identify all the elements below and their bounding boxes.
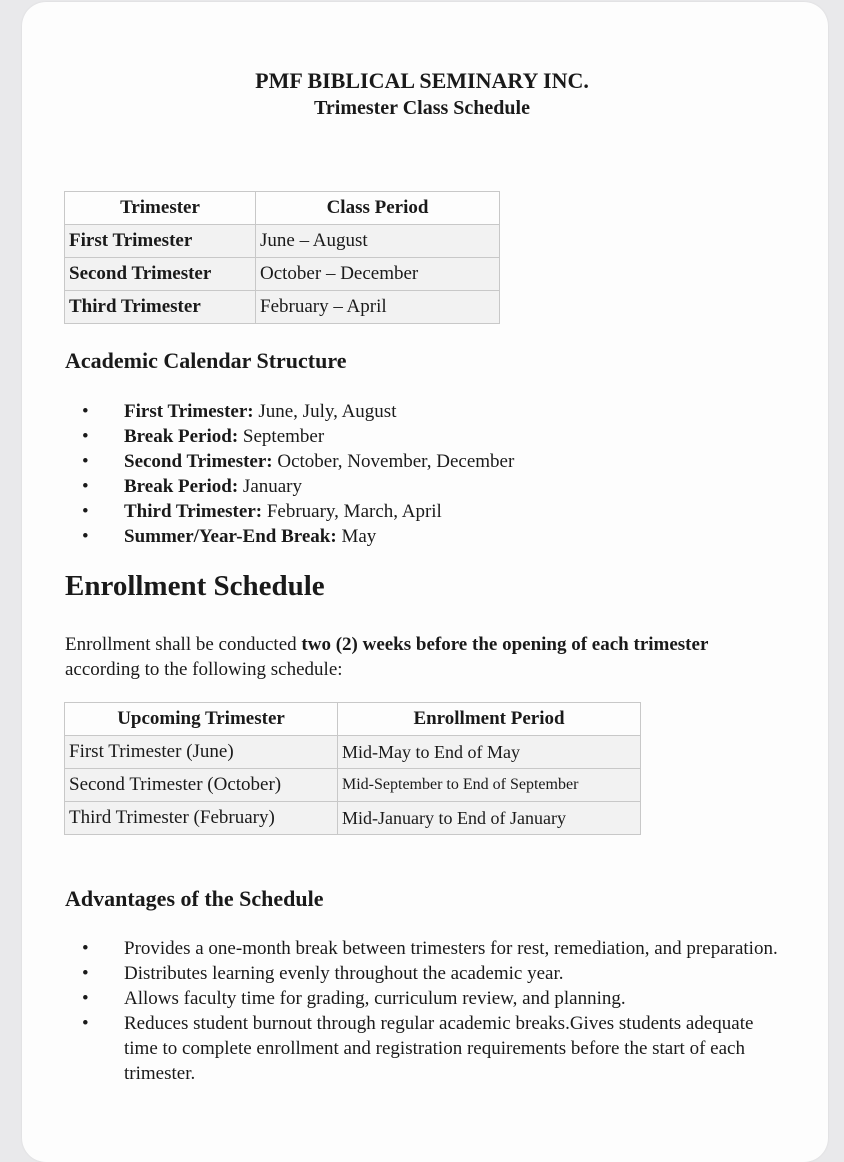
table-cell: February – April	[256, 291, 500, 324]
list-item-value: February, March, April	[262, 501, 442, 522]
table-header-row	[65, 703, 641, 736]
list-item	[0, 524, 600, 549]
table-cell: First Trimester	[65, 225, 256, 258]
table-header-row	[65, 192, 500, 225]
table-row	[65, 258, 500, 291]
enrollment-schedule-table	[64, 702, 641, 835]
list-item-label: First Trimester:	[124, 401, 254, 422]
column-header: Trimester	[65, 192, 256, 225]
list-item-value: June, July, August	[253, 401, 397, 422]
list-item-value: October, November, December	[272, 451, 515, 472]
column-header: Enrollment Period	[338, 703, 641, 736]
list-item: • Distributes learning evenly throughout the academic year.	[0, 961, 810, 986]
table-cell: Second Trimester (October)	[65, 769, 338, 802]
table-row	[65, 736, 641, 769]
section-heading-advantages: Advantages of the Schedule	[65, 886, 324, 911]
list-item-label: Second Trimester:	[124, 451, 273, 472]
table-cell: October – December	[256, 258, 500, 291]
table-cell: Second Trimester	[65, 258, 256, 291]
academic-calendar-list	[0, 399, 600, 549]
list-item-label: Summer/Year-End Break:	[124, 526, 337, 547]
table-row	[65, 225, 500, 258]
list-item-label: Break Period:	[124, 476, 239, 497]
document-subtitle: Trimester Class Schedule	[314, 97, 530, 119]
table-cell: First Trimester (June)	[65, 736, 338, 769]
list-item	[0, 449, 600, 474]
list-item-label: Break Period:	[124, 426, 239, 447]
table-cell: Third Trimester	[65, 291, 256, 324]
table-row	[65, 291, 500, 324]
table-cell: Mid-May to End of May	[338, 736, 641, 769]
table-row	[65, 769, 641, 802]
list-item-value: May	[336, 526, 377, 547]
list-item: • Allows faculty time for grading, curriculum review, and planning.	[0, 986, 810, 1011]
list-item	[0, 499, 600, 524]
list-item	[0, 424, 600, 449]
list-item-label: Third Trimester:	[124, 501, 263, 522]
list-item	[0, 399, 600, 424]
intro-text: Enrollment shall be conducted	[65, 634, 302, 655]
table-cell: Mid-January to End of January	[338, 802, 641, 835]
list-item: • Provides a one-month break between trimesters for rest, remediation, and preparation.	[0, 936, 810, 961]
class-schedule-table	[64, 191, 500, 324]
list-item-value: September	[238, 426, 325, 447]
intro-emphasis: two (2) weeks before the opening of each trimester	[301, 634, 709, 655]
table-cell: June – August	[256, 225, 500, 258]
organization-title: PMF BIBLICAL SEMINARY INC.	[255, 68, 589, 93]
list-item: • Reduces student burnout through regular academic breaks.Gives students adequate time to complete enrollment and registration requirements before the start of each trimester.	[0, 1011, 810, 1086]
section-heading-academic-calendar: Academic Calendar Structure	[65, 348, 347, 373]
table-cell: Third Trimester (February)	[65, 802, 338, 835]
enrollment-intro-paragraph	[65, 632, 805, 682]
table-row	[65, 802, 641, 835]
table-cell: Mid-September to End of September	[338, 769, 641, 802]
section-heading-enrollment: Enrollment Schedule	[65, 570, 325, 602]
list-item-value: January	[238, 476, 303, 497]
column-header: Class Period	[256, 192, 500, 225]
advantages-list	[0, 936, 810, 1086]
intro-text-end: according to the following schedule:	[65, 659, 343, 680]
column-header: Upcoming Trimester	[65, 703, 338, 736]
list-item	[0, 474, 600, 499]
